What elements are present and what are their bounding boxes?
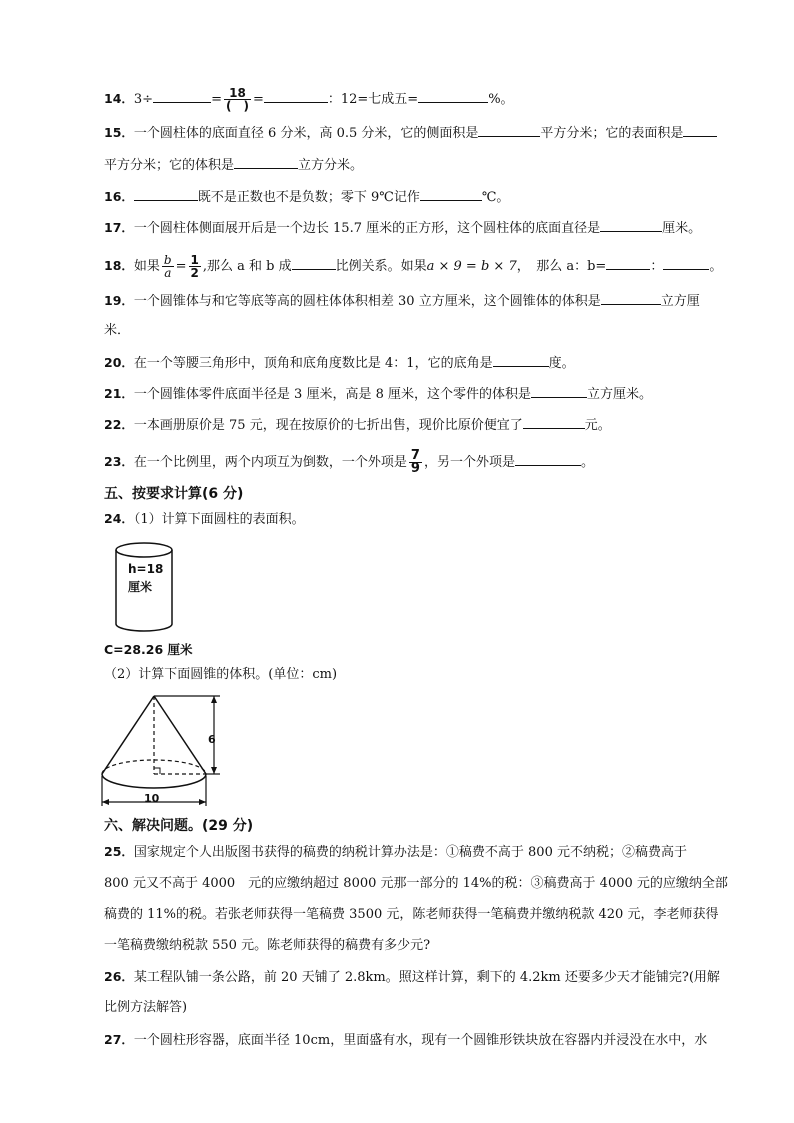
cylinder-height-label: h=18 <box>128 562 164 576</box>
fraction-one-half: $\frac{1}{2}$ <box>190 253 199 280</box>
cone-diameter-label: 10 <box>144 792 160 805</box>
question-number: 19． <box>104 293 134 308</box>
question-number: 23． <box>104 454 134 469</box>
fraction: $\frac{18}{( )}$ <box>225 86 249 113</box>
cone-figure <box>96 690 236 808</box>
fraction-seven-ninths: $\frac{7}{9}$ <box>410 448 420 476</box>
question-21: 21．一个圆锥体零件底面半径是 3 厘米，高是 8 厘米，这个零件的体积是 立方厘米。 <box>104 386 652 402</box>
question-26-line-2: 比例方法解答) <box>104 1000 188 1015</box>
question-17: 17．一个圆柱体侧面展开后是一个边长 15.7 厘米的正方形，这个圆柱体的底面直径是 厘米。 <box>104 220 702 236</box>
question-18: 18．如果 $\frac{b}{a}$ = $\frac{1}{2}$ ,那么 a 和 b 成 比例关系。如果a × 9 = b × 7， 那么 a：b= ： 。 <box>104 253 723 280</box>
cylinder-unit-label: 厘米 <box>128 580 153 594</box>
answer-blank[interactable] <box>663 257 709 270</box>
answer-blank[interactable] <box>531 385 587 398</box>
question-15-line-1: 15．一个圆柱体的底面直径 6 分米，高 0.5 分米，它的侧面积是 平方分米；它的表面积是 <box>104 124 717 143</box>
question-20: 20．在一个等腰三角形中，顶角和底角度数比是 4：1，它的底角是 度。 <box>104 355 575 371</box>
question-22: 22．一本画册原价是 75 元，现在按原价的七折出售，现价比原价便宜了 元。 <box>104 417 611 433</box>
question-number: 20． <box>104 355 134 370</box>
question-23: 23．在一个比例里，两个内项互为倒数，一个外项是 $\frac{7}{9}$ ，另一个外项是 。 <box>104 448 594 476</box>
question-25-line-1: 25．国家规定个人出版图书获得的稿费的纳税计算办法是：①稿费不高于 800 元不纳税；②稿费高于 <box>104 844 687 860</box>
answer-blank[interactable] <box>515 453 581 466</box>
answer-blank[interactable] <box>292 257 336 270</box>
question-19-line-2: 米． <box>104 323 131 338</box>
question-15-line-2: 平方分米；它的体积是 立方分米。 <box>104 158 364 173</box>
question-number: 16． <box>104 189 134 204</box>
question-24-part-2: （2）计算下面圆锥的体积。(单位：cm) <box>104 667 338 682</box>
answer-blank[interactable] <box>134 188 198 201</box>
answer-blank[interactable] <box>418 90 488 103</box>
question-25-line-2: 800 元又不高于 4000 元的应缴纳超过 8000 元那一部分的 14%的税：③稿费高于 4000 元的应缴纳全部 <box>104 876 728 891</box>
question-27-line-1: 27．一个圆柱形容器，底面半径 10cm，里面盛有水，现有一个圆锥形铁块放在容器内并浸没在水中，水 <box>104 1032 708 1048</box>
question-number: 17． <box>104 220 134 235</box>
section-heading-6: 六、解决问题。(29 分) <box>104 818 254 834</box>
answer-blank[interactable] <box>601 292 661 305</box>
question-25-line-4: 一笔稿费缴纳税款 550 元。陈老师获得的稿费有多少元? <box>104 938 431 953</box>
question-14: 14．3÷ = $\frac{18}{( )}$ = ：12=七成五= %。 <box>104 86 514 113</box>
question-number: 21． <box>104 386 134 401</box>
question-19-line-1: 19．一个圆锥体与和它等底等高的圆柱体体积相差 30 立方厘米，这个圆锥体的体积是 立方厘 <box>104 293 700 309</box>
question-16: 16． 既不是正数也不是负数；零下 9℃记作 ℃。 <box>104 189 510 205</box>
circumference-label: C=28.26 厘米 <box>104 642 193 657</box>
answer-blank[interactable] <box>600 219 662 232</box>
answer-blank[interactable] <box>523 416 585 429</box>
answer-blank[interactable] <box>683 124 717 137</box>
answer-blank[interactable] <box>264 90 328 103</box>
fraction-b-over-a: $\frac{b}{a}$ <box>163 253 172 280</box>
answer-blank[interactable] <box>478 124 540 137</box>
question-number: 15． <box>104 125 134 140</box>
question-25-line-3: 稿费的 11%的税。若张老师获得一笔稿费 3500 元，陈老师获得一笔稿费并缴纳税款 420 元，李老师获得 <box>104 907 719 922</box>
answer-blank[interactable] <box>606 257 650 270</box>
question-number: 22． <box>104 417 134 432</box>
question-number: 25． <box>104 844 134 859</box>
question-number: 18． <box>104 258 134 273</box>
cone-height-label: 6 <box>208 733 216 746</box>
question-number: 26． <box>104 969 134 984</box>
question-26-line-1: 26．某工程队铺一条公路，前 20 天铺了 2.8km。照这样计算，剩下的 4.2km 还要多少天才能铺完?(用解 <box>104 969 720 985</box>
question-number: 27． <box>104 1032 134 1047</box>
answer-blank[interactable] <box>234 156 298 169</box>
question-number: 14． <box>104 91 134 106</box>
section-heading-5: 五、按要求计算(6 分) <box>104 486 244 502</box>
answer-blank[interactable] <box>420 188 482 201</box>
question-24-part-1: 24．（1）计算下面圆柱的表面积。 <box>104 511 305 527</box>
question-number: 24． <box>104 511 134 526</box>
answer-blank[interactable] <box>153 90 211 103</box>
answer-blank[interactable] <box>493 354 549 367</box>
